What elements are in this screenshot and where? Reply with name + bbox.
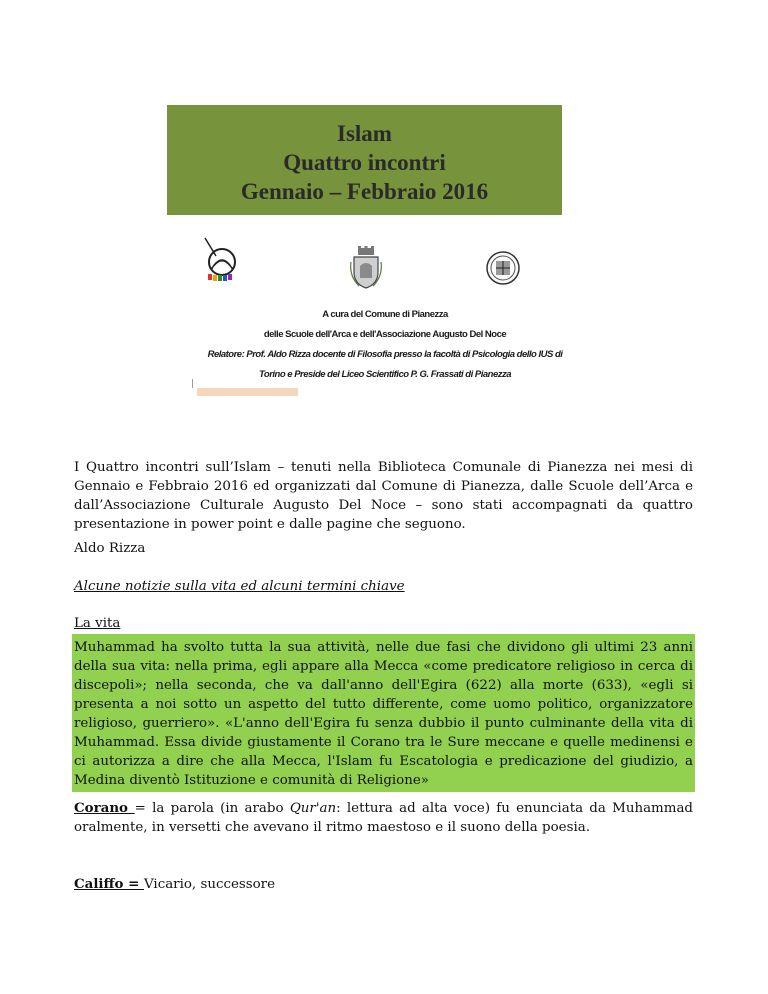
association-logo-icon (202, 236, 242, 288)
credits-line-1: A cura del Comune di Pianezza (322, 309, 448, 320)
corano-term: Corano (74, 800, 135, 816)
corano-arabic: Qur'an (289, 801, 337, 816)
corano-text-1: = la parola (in arabo (134, 801, 290, 816)
highlighted-paragraph: Muhammad ha svolto tutta la sua attività, nelle due fasi che dividono gli ultimi 23 anni della sua vita: nella prima, egli appare alla Mecca «come predicatore religioso in cerca di discepoli»; nella seconda, che va dall'anno dell'Egira (622) alla morte (633), «egli si presenta a noi sotto un aspetto del tutto differente, come uomo politico, organizzatore religioso, guerriero». «L'anno dell'Egira fu senza dubbio il punto culminante della vita di Muhammad. Essa divide giustamente il Corano tra le Sure meccane e quelle medinensi e ci autorizza a dire che alla Mecca, l'Islam fu Escatologia e predicazione del giudizio, a Medina diventò Istituzione e comunità di Religione» (74, 640, 693, 788)
banner-dates: Gennaio – Febbraio 2016 (240, 179, 489, 204)
califfo-text: Vicario, successore (143, 877, 275, 892)
intro-paragraph: I Quattro incontri sull’Islam – tenuti nella Biblioteca Comunale di Pianezza nei mesi di Gennaio e Febbraio 2016 ed organizzati dal Comune di Pianezza, dalle Scuole dell’Arca e dall’Associazione Culturale Augusto Del Noce – sono stati accompagnati da quattro presentazione in power point e dalle pagine che seguono. (74, 460, 693, 532)
corano-definition (74, 799, 693, 837)
credits-line-3: Relatore: Prof. Aldo Rizza docente di Filosofia presso la facoltà di Psicologia dello IUS di (207, 349, 563, 360)
banner-title: Islam (337, 121, 392, 146)
section-heading: La vita (74, 616, 121, 631)
banner-subtitle: Quattro incontri (283, 150, 446, 175)
califfo-definition (74, 875, 693, 894)
section-subtitle: Alcune notizie sulla vita ed alcuni termini chiave (74, 579, 405, 594)
decorative-bar (197, 388, 298, 396)
organizer-credits (190, 305, 580, 385)
corano-text-2: : lettura ad alta voce) fu enunciata da Muhammad oralmente, in versetti che avevano il ritmo maestoso e il suono della poesia. (74, 801, 694, 835)
comune-coat-of-arms-icon (349, 246, 383, 290)
credits-line-4: Torino e Preside del Liceo Scientifico P. G. Frassati di Pianezza (258, 369, 512, 380)
credits-line-2: delle Scuole dell'Arca e dell'Associazione Augusto Del Noce (263, 329, 507, 340)
califfo-term: Califfo = (74, 876, 144, 892)
title-banner (167, 105, 562, 215)
school-seal-icon (486, 250, 520, 286)
author-name: Aldo Rizza (74, 541, 146, 556)
text-cursor-mark (192, 379, 193, 388)
